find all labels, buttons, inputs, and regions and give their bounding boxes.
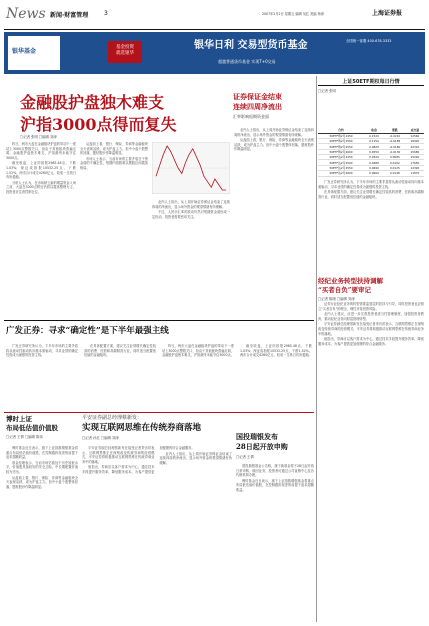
right-top-title: 上证50ETF期权每日行情	[318, 78, 424, 86]
table-cell: 50ETF沽2月2600	[318, 171, 364, 176]
page-number: 3	[104, 10, 108, 17]
feature-headline: 广发正券：寻求“确定性”是下半年最强主线	[6, 326, 169, 336]
table-cell: 0.0320	[364, 155, 384, 160]
mid-story	[82, 414, 232, 440]
feature-body	[6, 344, 312, 412]
lead-headline-1: 金融股护盘独木难支	[20, 93, 165, 112]
table-cell: 0.0480	[364, 160, 384, 165]
lead-byline: □记者 张明 □编辑 刘涛	[20, 135, 57, 139]
bottom-story	[236, 432, 314, 459]
bottom-byline: □记者 王倩	[236, 455, 254, 459]
ad-slogan-1: 基金投资	[116, 45, 134, 50]
mid-body	[82, 446, 232, 620]
side-story	[233, 92, 313, 120]
table-cell: 22310	[406, 144, 424, 149]
masthead-rule	[4, 29, 425, 30]
ad-slogan-box	[108, 41, 142, 63]
table-cell: 0.0148	[384, 171, 406, 176]
table-cell: 0.0550	[364, 149, 384, 154]
date-line: 2007年2月2日 星期五 编辑 吴红 美编 杨涛	[262, 12, 324, 16]
right-headline-2: “买者自负”要审记	[318, 286, 371, 294]
right-paragraph: 平安证券副总经理蔡新发在接受记者采访时表示，互联网思维正在深刻改变传统券商的经营模式，平安证券将积极推动互联网思维在传统券商业务中的落地。	[318, 322, 424, 336]
table-header-cell: 成交量	[406, 128, 424, 133]
lead-paragraph: 昨日，两市大盘在金融板块护盘的带动下一度站上3000点整数关口，但由于其他板块普遍走弱，金融股护盘独木难支，沪指最终未能守住3000点。	[6, 142, 76, 160]
mid-paragraph: 他指出，券商应以客户需求为中心，通过技术手段提升服务效率，降低服务成本，为客户提供更加便捷的综合金融服务。	[82, 446, 195, 474]
right-top-body	[318, 180, 424, 268]
masthead	[0, 0, 429, 30]
col3-paragraph: 业内人士指出，从上周开始证券保证金结束了连续四周的净流出，显示场外资金的观望情绪有所缓解。	[152, 200, 230, 209]
mid-paragraph: 平安证券副总经理蔡新发在接受记者采访时表示，互联网思维正在深刻改变传统券商的经营模式，平安证券将积极推动互联网思维在传统券商业务中的落地。	[82, 446, 155, 464]
table-cell: -0.0185	[384, 138, 406, 143]
mid-paragraph: 业内人士指出，从上周开始证券保证金结束了连续四周的净流出，显示场外资金的观望情绪有所缓解。	[159, 451, 232, 465]
table-cell: 50ETF沽2月2450	[318, 155, 364, 160]
table-cell: 50ETF购2月2500	[318, 138, 364, 143]
table-cell: 50ETF购2月2550	[318, 144, 364, 149]
mid-headline: 实现互联网思维在传统券商落地	[82, 423, 202, 433]
intraday-chart	[152, 142, 230, 194]
left-body	[6, 446, 78, 620]
right-paragraph: 证券行业经纪业务的转型需要监管层的扶持与引导，同时投资者也应树立“买者自负”的理念，理性对待投资风险。	[318, 302, 424, 311]
table-cell: 25680	[406, 149, 424, 154]
table-cell: 0.0102	[384, 160, 406, 165]
side-sub: 汇率影响短期资金面	[233, 114, 269, 119]
ad-company: 银华基金	[12, 48, 37, 55]
col2-paragraph: 从盘面上看，银行、保险、券商等金融板块全天表现活跃，成为护盘主力。但中小盘个股整体回落，题材股炒作降温明显。	[80, 142, 148, 156]
table-cell: 50ETF沽2月2500	[318, 160, 364, 165]
ad-slogan-2: 就选银华	[116, 51, 134, 56]
masthead-brand: News	[6, 6, 46, 22]
col2-body	[80, 142, 148, 318]
mid-kicker: 平安证券副总经理蔡新发：	[82, 415, 143, 421]
table-cell: 18420	[406, 138, 424, 143]
right-top-paragraph: 广发正券研究所认为，下半年市场的主要矛盾将从流动性驱动转向基本面驱动，寻求业绩的确定性将成为最强的投资主线。	[318, 180, 424, 189]
table-header-cell: 合约	[318, 128, 364, 133]
right-top-byline: □记者 张明	[318, 89, 336, 93]
right-headline-1: 经纪业务转型扶持调解	[318, 277, 383, 285]
table-cell: 14320	[406, 165, 424, 170]
col4-paragraph: 从盘面上看，银行、保险、券商等金融板块全天表现活跃，成为护盘主力。但中小盘个股整体回落，题材股炒作降温明显。	[234, 138, 314, 152]
table-cell: -0.0130	[384, 149, 406, 154]
table-cell: 0.0690	[364, 165, 384, 170]
table-cell: 50ETF沽2月2550	[318, 165, 364, 170]
left-story	[6, 414, 78, 439]
col4-paragraph: 业内人士指出，从上周开始证券保证金结束了连续四周的净流出，显示场外资金的观望情绪有所缓解。	[234, 128, 314, 137]
lead-paragraph: 分析人士认为，在市场缺乏新的增量资金入场之前，大盘在3000点附近仍将以震荡整理为主，投资者应注意控制仓位。	[6, 180, 76, 194]
mid-byline: □记者 孙红 □编辑 刘涛	[82, 436, 119, 440]
table-cell: 11870	[406, 171, 424, 176]
left-byline: □记者 王倩 □编辑 陈伟	[6, 435, 43, 439]
right-paragraph: 业内人士建议，应进一步完善投资者适当性管理制度，加强投资者教育，推动经纪业务向财富管理转型。	[318, 312, 424, 321]
ad-phone: 全国统一客服 400-678-3333	[346, 39, 392, 43]
table-cell: 0.0125	[384, 165, 406, 170]
table-row	[318, 171, 424, 176]
bottom-paragraph: 国投瑞银基金公告称，旗下新基金将于28日起开放日常申购、赎回业务，投资者可通过公司直销中心及各代销机构办理。	[236, 464, 314, 478]
left-paragraph: 从盘面上看，银行、保险、券商等金融板块全天表现活跃，成为护盘主力。但中小盘个股整体回落，题材股炒作降温明显。	[6, 475, 78, 489]
right-top-paragraph: 在具体配置方面，建议关注业绩增长确定性较高的消费、医药和高端制造行业，同时适当配置低估值的金融板块。	[318, 190, 424, 199]
lead-headline-2: 沪指3000点得而复失	[20, 115, 177, 134]
left-headline-1: 博时上证	[6, 415, 32, 423]
side-headline-2: 连续四周净流出	[233, 102, 282, 111]
table-header-cell: 收盘	[364, 128, 384, 133]
right-body	[318, 302, 424, 620]
table-cell: 50ETF购2月2600	[318, 149, 364, 154]
feature-paragraph: 截至收盘，上证综指报2985.48点，下跌1.03%；深证成指报10532.25点，下跌1.52%。两市合计成交4260亿元，较前一交易日有所萎缩。	[240, 344, 312, 358]
table-header-cell: 涨跌	[384, 128, 406, 133]
side-headline-1: 证券保证金结束	[233, 92, 282, 101]
lead-body	[6, 142, 76, 318]
left-headline-2: 布局低估值价值股	[6, 424, 58, 432]
feature-paragraph: 在具体配置方面，建议关注业绩增长确定性较高的消费、医药和高端制造行业，同时适当配置低估值的金融板块。	[84, 344, 156, 358]
bottom-body	[236, 464, 314, 620]
col2-paragraph: 市场人士表示，当前市场的主要矛盾在于资金面的不确定性，短期内指数难以摆脱区间震荡格局。	[80, 156, 148, 170]
table-cell: 0.1150	[364, 138, 384, 143]
ad-sub: 超越普通货币基金 实现T+0交易	[218, 59, 276, 64]
feature-paragraph: 昨日，两市大盘在金融板块护盘的带动下一度站上3000点整数关口，但由于其他板块普遍走弱，金融股护盘独木难支，沪指最终未能守住3000点。	[162, 344, 234, 358]
table-cell: 50ETF购2月2450	[318, 133, 364, 138]
lead-paragraph: 截至收盘，上证综指报2985.48点，下跌1.03%；深证成指报10532.25点，下跌1.52%。两市合计成交4260亿元，较前一交易日有所萎缩。	[6, 161, 76, 180]
table-cell: 0.1520	[364, 133, 384, 138]
bottom-paragraph: 博时基金近日表示，旗下上证指数增强基金将重点布局低估值价值股，在控制跟踪误差的前提下追求超额收益。	[236, 478, 314, 492]
ad-banner[interactable]	[4, 32, 425, 74]
feature-rule	[4, 320, 314, 321]
table-cell: 15240	[406, 155, 424, 160]
table-cell: 17650	[406, 160, 424, 165]
left-paragraph: 博时基金近日表示，旗下上证指数增强基金将重点布局低估值价值股，在控制跟踪误差的前提下追求超额收益。	[6, 446, 78, 460]
feature-paragraph: 广发正券研究所认为，下半年市场的主要矛盾将从流动性驱动转向基本面驱动，寻求业绩的确定性将成为最强的投资主线。	[6, 344, 78, 358]
col4-body	[234, 128, 314, 318]
bottom-headline-1: 国投瑞银发布	[236, 432, 278, 441]
table-cell: -0.0160	[384, 144, 406, 149]
left-paragraph: 基金经理表示，当前市场估值处于历史较低水平，价值股具备较好的安全边际，中长期配置价值较为突出。	[6, 460, 78, 474]
paper-name: 上海证券报	[372, 10, 403, 17]
col3-paragraph: 不过，人民币汇率的波动仍然对短期资金面形成一定扰动，投资者需要密切关注。	[152, 210, 230, 219]
bottom-headline-2: 28日起开放申购	[236, 442, 288, 451]
table-cell: 12560	[406, 133, 424, 138]
right-paragraph: 他指出，券商应以客户需求为中心，通过技术手段提升服务效率，降低服务成本，为客户提供更加便捷的综合金融服务。	[318, 337, 424, 346]
mid-rule	[4, 412, 314, 413]
right-story	[318, 276, 424, 301]
options-table	[318, 128, 424, 177]
col-divider	[316, 76, 317, 622]
table-cell: 0.0820	[364, 144, 384, 149]
table-cell: 0.0085	[384, 155, 406, 160]
table-cell: 0.0960	[364, 171, 384, 176]
col3-body	[152, 200, 230, 318]
ad-logo-box	[8, 36, 60, 70]
masthead-section: 新闻·财富管理	[50, 12, 89, 19]
ad-main: 银华日利 交易型货币基金	[194, 40, 308, 51]
right-byline: □记者 陈刚 □编辑 刘涛	[318, 297, 355, 301]
table-cell: -0.0210	[384, 133, 406, 138]
